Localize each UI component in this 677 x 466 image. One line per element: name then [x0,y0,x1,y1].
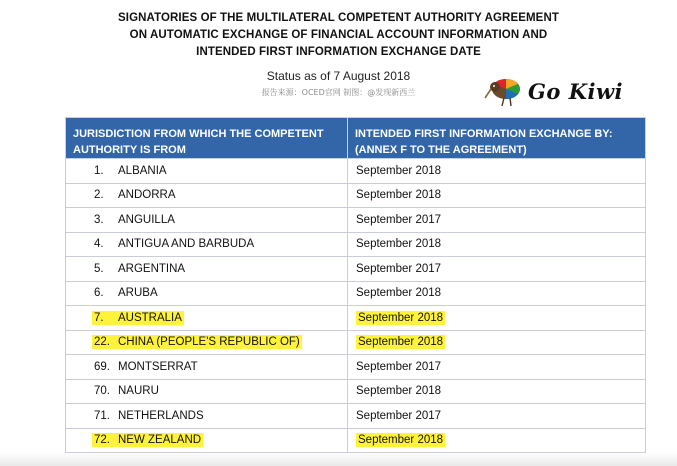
table-row [66,257,646,282]
table-body [66,159,646,453]
jurisdiction-name: ANDORRA [118,189,176,202]
table-row [66,232,646,257]
jurisdiction-name: NEW ZEALAND [118,434,202,447]
source-credit: 报告来源：OCED官网 制图：@发现新西兰 [261,88,416,97]
table-row [66,428,646,453]
row-number: 2. [94,189,104,202]
jurisdiction-name: MONTSERRAT [118,360,198,373]
row-number: 72. [94,434,110,447]
jurisdiction-name: ALBANIA [118,164,167,177]
jurisdiction-name: AUSTRALIA [118,311,182,324]
jurisdiction-name: NAURU [118,385,159,398]
exchange-date: September 2018 [356,385,442,398]
exchange-date: September 2018 [358,434,444,447]
jurisdiction-name: ANGUILLA [118,213,175,226]
column-header-line: JURISDICTION FROM WHICH THE COMPETENT [73,128,324,140]
row-number: 5. [94,262,104,275]
column-header-exchange-date [348,118,646,159]
exchange-date: September 2017 [356,262,442,275]
exchange-date: September 2017 [356,213,442,226]
table-row [66,379,646,404]
row-number: 4. [94,238,104,251]
table-header-row [66,118,646,159]
column-header-line: (ANNEX F TO THE AGREEMENT) [355,144,527,156]
row-number: 70. [94,385,110,398]
table-row [66,306,646,331]
exchange-date: September 2018 [356,189,442,202]
jurisdiction-name: ARUBA [118,287,158,300]
table-row [66,355,646,380]
signatories-table [65,117,646,453]
exchange-date: September 2017 [356,360,442,373]
table-row [66,159,646,184]
exchange-date: September 2017 [356,409,442,422]
title-line-2: ON AUTOMATIC EXCHANGE OF FINANCIAL ACCOUNT INFORMATION AND [129,29,548,41]
status-date: Status as of 7 August 2018 [266,69,411,83]
row-number: 6. [94,287,104,300]
title-line-3: INTENDED FIRST INFORMATION EXCHANGE DATE [196,46,481,58]
column-header-jurisdiction [66,118,348,159]
row-number: 22. [94,336,110,349]
table-row [66,281,646,306]
title-line-1: SIGNATORIES OF THE MULTILATERAL COMPETENT AUTHORITY AGREEMENT [118,12,559,24]
row-number: 7. [94,311,104,324]
column-header-line: INTENDED FIRST INFORMATION EXCHANGE BY: [355,128,613,140]
jurisdiction-name: CHINA (PEOPLE'S REPUBLIC OF) [118,336,300,349]
table-row [66,208,646,233]
logo-text: Go Kiwi [528,79,624,104]
column-header-line: AUTHORITY IS FROM [73,144,186,156]
jurisdiction-name: ANTIGUA AND BARBUDA [118,238,255,251]
table-row [66,404,646,429]
exchange-date: September 2018 [356,238,442,251]
row-number: 71. [94,409,110,422]
table-row [66,183,646,208]
jurisdiction-name: NETHERLANDS [118,409,204,422]
row-number: 1. [94,164,104,177]
exchange-date: September 2018 [356,164,442,177]
kiwi-bird-icon [484,72,528,110]
row-number: 3. [94,213,104,226]
exchange-date: September 2018 [356,287,442,300]
jurisdiction-name: ARGENTINA [118,262,186,275]
table-row [66,330,646,355]
go-kiwi-logo [484,72,624,112]
exchange-date: September 2018 [358,311,444,324]
bottom-fade [0,452,677,466]
row-number: 69. [94,360,110,373]
exchange-date: September 2018 [358,336,444,349]
